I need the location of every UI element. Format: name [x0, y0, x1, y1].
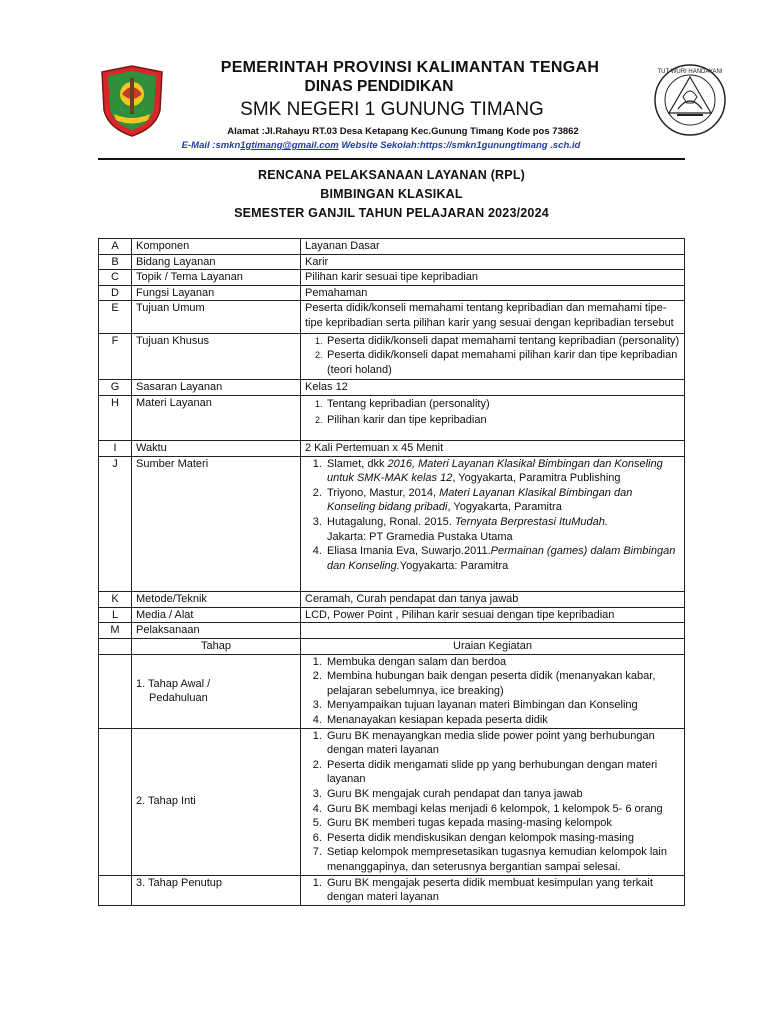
row-label: Metode/Teknik [132, 592, 301, 608]
row-value [301, 456, 685, 592]
table-row [99, 456, 685, 592]
row-label: Tujuan Umum [132, 301, 301, 333]
document-title [98, 166, 685, 223]
contact-line [112, 139, 650, 152]
table-row [99, 270, 685, 286]
stage-activities [301, 728, 685, 875]
row-label: Sumber Materi [132, 456, 301, 592]
row-value [301, 623, 685, 639]
row-value: 2 Kali Pertemuan x 45 Menit [301, 440, 685, 456]
row-code: E [99, 301, 132, 333]
table-row [99, 592, 685, 608]
stage-activities [301, 875, 685, 905]
row-label: Sasaran Layanan [132, 380, 301, 396]
tut-wuri-handayani-icon [653, 63, 727, 137]
title-line-3: SEMESTER GANJIL TAHUN PELAJARAN 2023/2024 [234, 206, 549, 220]
opening-activities-list [305, 655, 680, 728]
row-label: Waktu [132, 440, 301, 456]
list-item: 2. Pilihan karir dan tipe kepribadian [325, 412, 680, 428]
row-code [99, 639, 132, 655]
row-label: Bidang Layanan [132, 254, 301, 270]
row-code [99, 654, 132, 728]
letterhead [0, 0, 768, 160]
column-header-tahap: Tahap [132, 639, 301, 655]
row-value: Peserta didik/konseli memahami tentang kepribadian dan memahami tipe-tipe kepribadian serta pilihan karir yang sesuai dengan kepribadian tersebut [301, 301, 685, 333]
column-header-uraian: Uraian Kegiatan [301, 639, 685, 655]
table-row [99, 639, 685, 655]
list-item: 3. Hutagalung, Ronal. 2015. Ternyata Berprestasi ItuMudah. Jakarta: PT Gramedia Pustaka Utama [325, 515, 680, 544]
list-item: 4. Menanayakan kesiapan kepada peserta didik [325, 713, 680, 728]
list-item: 1. Tentang kepribadian (personality) [325, 396, 680, 412]
row-value: Pilihan karir sesuai tipe kepribadian [301, 270, 685, 286]
row-code: M [99, 623, 132, 639]
row-value [301, 395, 685, 440]
email-link[interactable]: 1gtimang@gmail.com [240, 140, 339, 151]
material-list [305, 396, 680, 428]
row-code: D [99, 285, 132, 301]
list-item: 3. Guru BK mengajak curah pendapat dan tanya jawab [325, 787, 680, 802]
title-line-2: BIMBINGAN KLASIKAL [320, 187, 463, 201]
email-part: smkn [215, 140, 241, 151]
row-code: K [99, 592, 132, 608]
row-value: Ceramah, Curah pendapat dan tanya jawab [301, 592, 685, 608]
stage-label-line: Pedahuluan [149, 692, 208, 705]
stage-label-line: 1. Tahap Awal / [136, 677, 211, 690]
row-label: Media / Alat [132, 607, 301, 623]
row-code: A [99, 239, 132, 255]
table-row [99, 440, 685, 456]
emblem-motto: TUT WURI HANDAYANI [657, 69, 723, 75]
email-label: E-Mail : [181, 140, 216, 151]
list-item: 1. Guru BK menayangkan media slide power point yang berhubungan dengan materi layanan [325, 729, 680, 758]
list-item: 2. Triyono, Mastur, 2014, Materi Layanan Klasikal Bimbingan dan Konseling bidang pribadi, Yogyakarta, Paramitra [325, 486, 680, 515]
list-item: 4. Guru BK membagi kelas menjadi 6 kelompok, 1 kelompok 5- 6 orang [325, 802, 680, 817]
row-label: Fungsi Layanan [132, 285, 301, 301]
row-value: LCD, Power Point , Pilihan karir sesuai dengan tipe kepribadian [301, 607, 685, 623]
school-name: SMK NEGERI 1 GUNUNG TIMANG [240, 99, 544, 120]
row-code: L [99, 607, 132, 623]
table-row [99, 380, 685, 396]
table-row [99, 395, 685, 440]
table-row [99, 654, 685, 728]
table-row [99, 333, 685, 380]
row-code: I [99, 440, 132, 456]
stage-label: 2. Tahap Inti [132, 728, 301, 875]
row-code [99, 875, 132, 905]
row-label: Materi Layanan [132, 395, 301, 440]
list-item: 6. Peserta didik mendiskusikan dengan kelompok masing-masing [325, 831, 680, 846]
sources-list [305, 457, 680, 574]
list-item: 2. Peserta didik mengamati slide pp yang berhubungan dengan materi layanan [325, 758, 680, 787]
table-row [99, 623, 685, 639]
closing-activities-list [305, 876, 680, 905]
list-item: 3. Menyampaikan tujuan layanan materi Bimbingan dan Konseling [325, 698, 680, 713]
specific-goals-list [305, 334, 680, 378]
row-value: Kelas 12 [301, 380, 685, 396]
row-code: H [99, 395, 132, 440]
row-label: Pelaksanaan [132, 623, 301, 639]
government-name: PEMERINTAH PROVINSI KALIMANTAN TENGAH [220, 59, 600, 76]
list-item: 2. Membina hubungan baik dengan peserta didik (menanyakan kabar, pelajaran sebelumnya, ice breaking) [325, 669, 680, 698]
table-row [99, 254, 685, 270]
row-code: B [99, 254, 132, 270]
list-item: 7. Setiap kelompok mempresetasikan tugasnya kemudian kelompok lain menanggapinya, dan seterusnya bergantian sampai selesai. [325, 845, 680, 874]
table-row [99, 607, 685, 623]
row-code: G [99, 380, 132, 396]
row-label: Topik / Tema Layanan [132, 270, 301, 286]
title-line-1: RENCANA PELAKSANAAN LAYANAN (RPL) [257, 168, 526, 182]
website-text: Website Sekolah:https://smkn1gunungtimang .sch.id [338, 140, 581, 151]
row-label: Komponen [132, 239, 301, 255]
row-value: Karir [301, 254, 685, 270]
row-code: J [99, 456, 132, 592]
table-row [99, 285, 685, 301]
stage-label [132, 654, 301, 728]
row-label: Tujuan Khusus [132, 333, 301, 380]
table-row [99, 728, 685, 875]
core-activities-list [305, 729, 680, 875]
stage-activities [301, 654, 685, 728]
header-divider [98, 158, 685, 160]
school-address: Alamat :Jl.Rahayu RT.03 Desa Ketapang Kec.Gunung Timang Kode pos 73862 [227, 126, 579, 137]
row-code: F [99, 333, 132, 380]
agency-name: DINAS PENDIDIKAN [304, 78, 454, 95]
list-item: 2. Peserta didik/konseli dapat memahami pilihan karir dan tipe kepribadian (teori holand) [325, 348, 680, 377]
stage-label: 3. Tahap Penutup [132, 875, 301, 905]
rpl-table [98, 238, 685, 906]
list-item: 1. Membuka dengan salam dan berdoa [325, 655, 680, 670]
row-code: C [99, 270, 132, 286]
list-item: 1. Peserta didik/konseli dapat memahami tentang kepribadian (personality) [325, 334, 680, 349]
row-value: Pemahaman [301, 285, 685, 301]
list-item: 5. Guru BK memberi tugas kepada masing-masing kelompok [325, 816, 680, 831]
letterhead-text [170, 58, 650, 152]
table-row [99, 875, 685, 905]
list-item: 4. Eliasa Imania Eva, Suwarjo.2011.Permainan (games) dalam Bimbingan dan Konseling.Yogyakarta: Paramitra [325, 544, 680, 573]
list-item: 1. Guru BK mengajak peserta didik membuat kesimpulan yang terkait dengan materi layanan [325, 876, 680, 905]
row-value [301, 333, 685, 380]
row-value: Layanan Dasar [301, 239, 685, 255]
row-code [99, 728, 132, 875]
table-row [99, 301, 685, 333]
table-row [99, 239, 685, 255]
list-item: 1. Slamet, dkk 2016, Materi Layanan Klasikal Bimbingan dan Konseling untuk SMK-MAK kelas 12, Yogyakarta, Paramitra Publishing [325, 457, 680, 486]
